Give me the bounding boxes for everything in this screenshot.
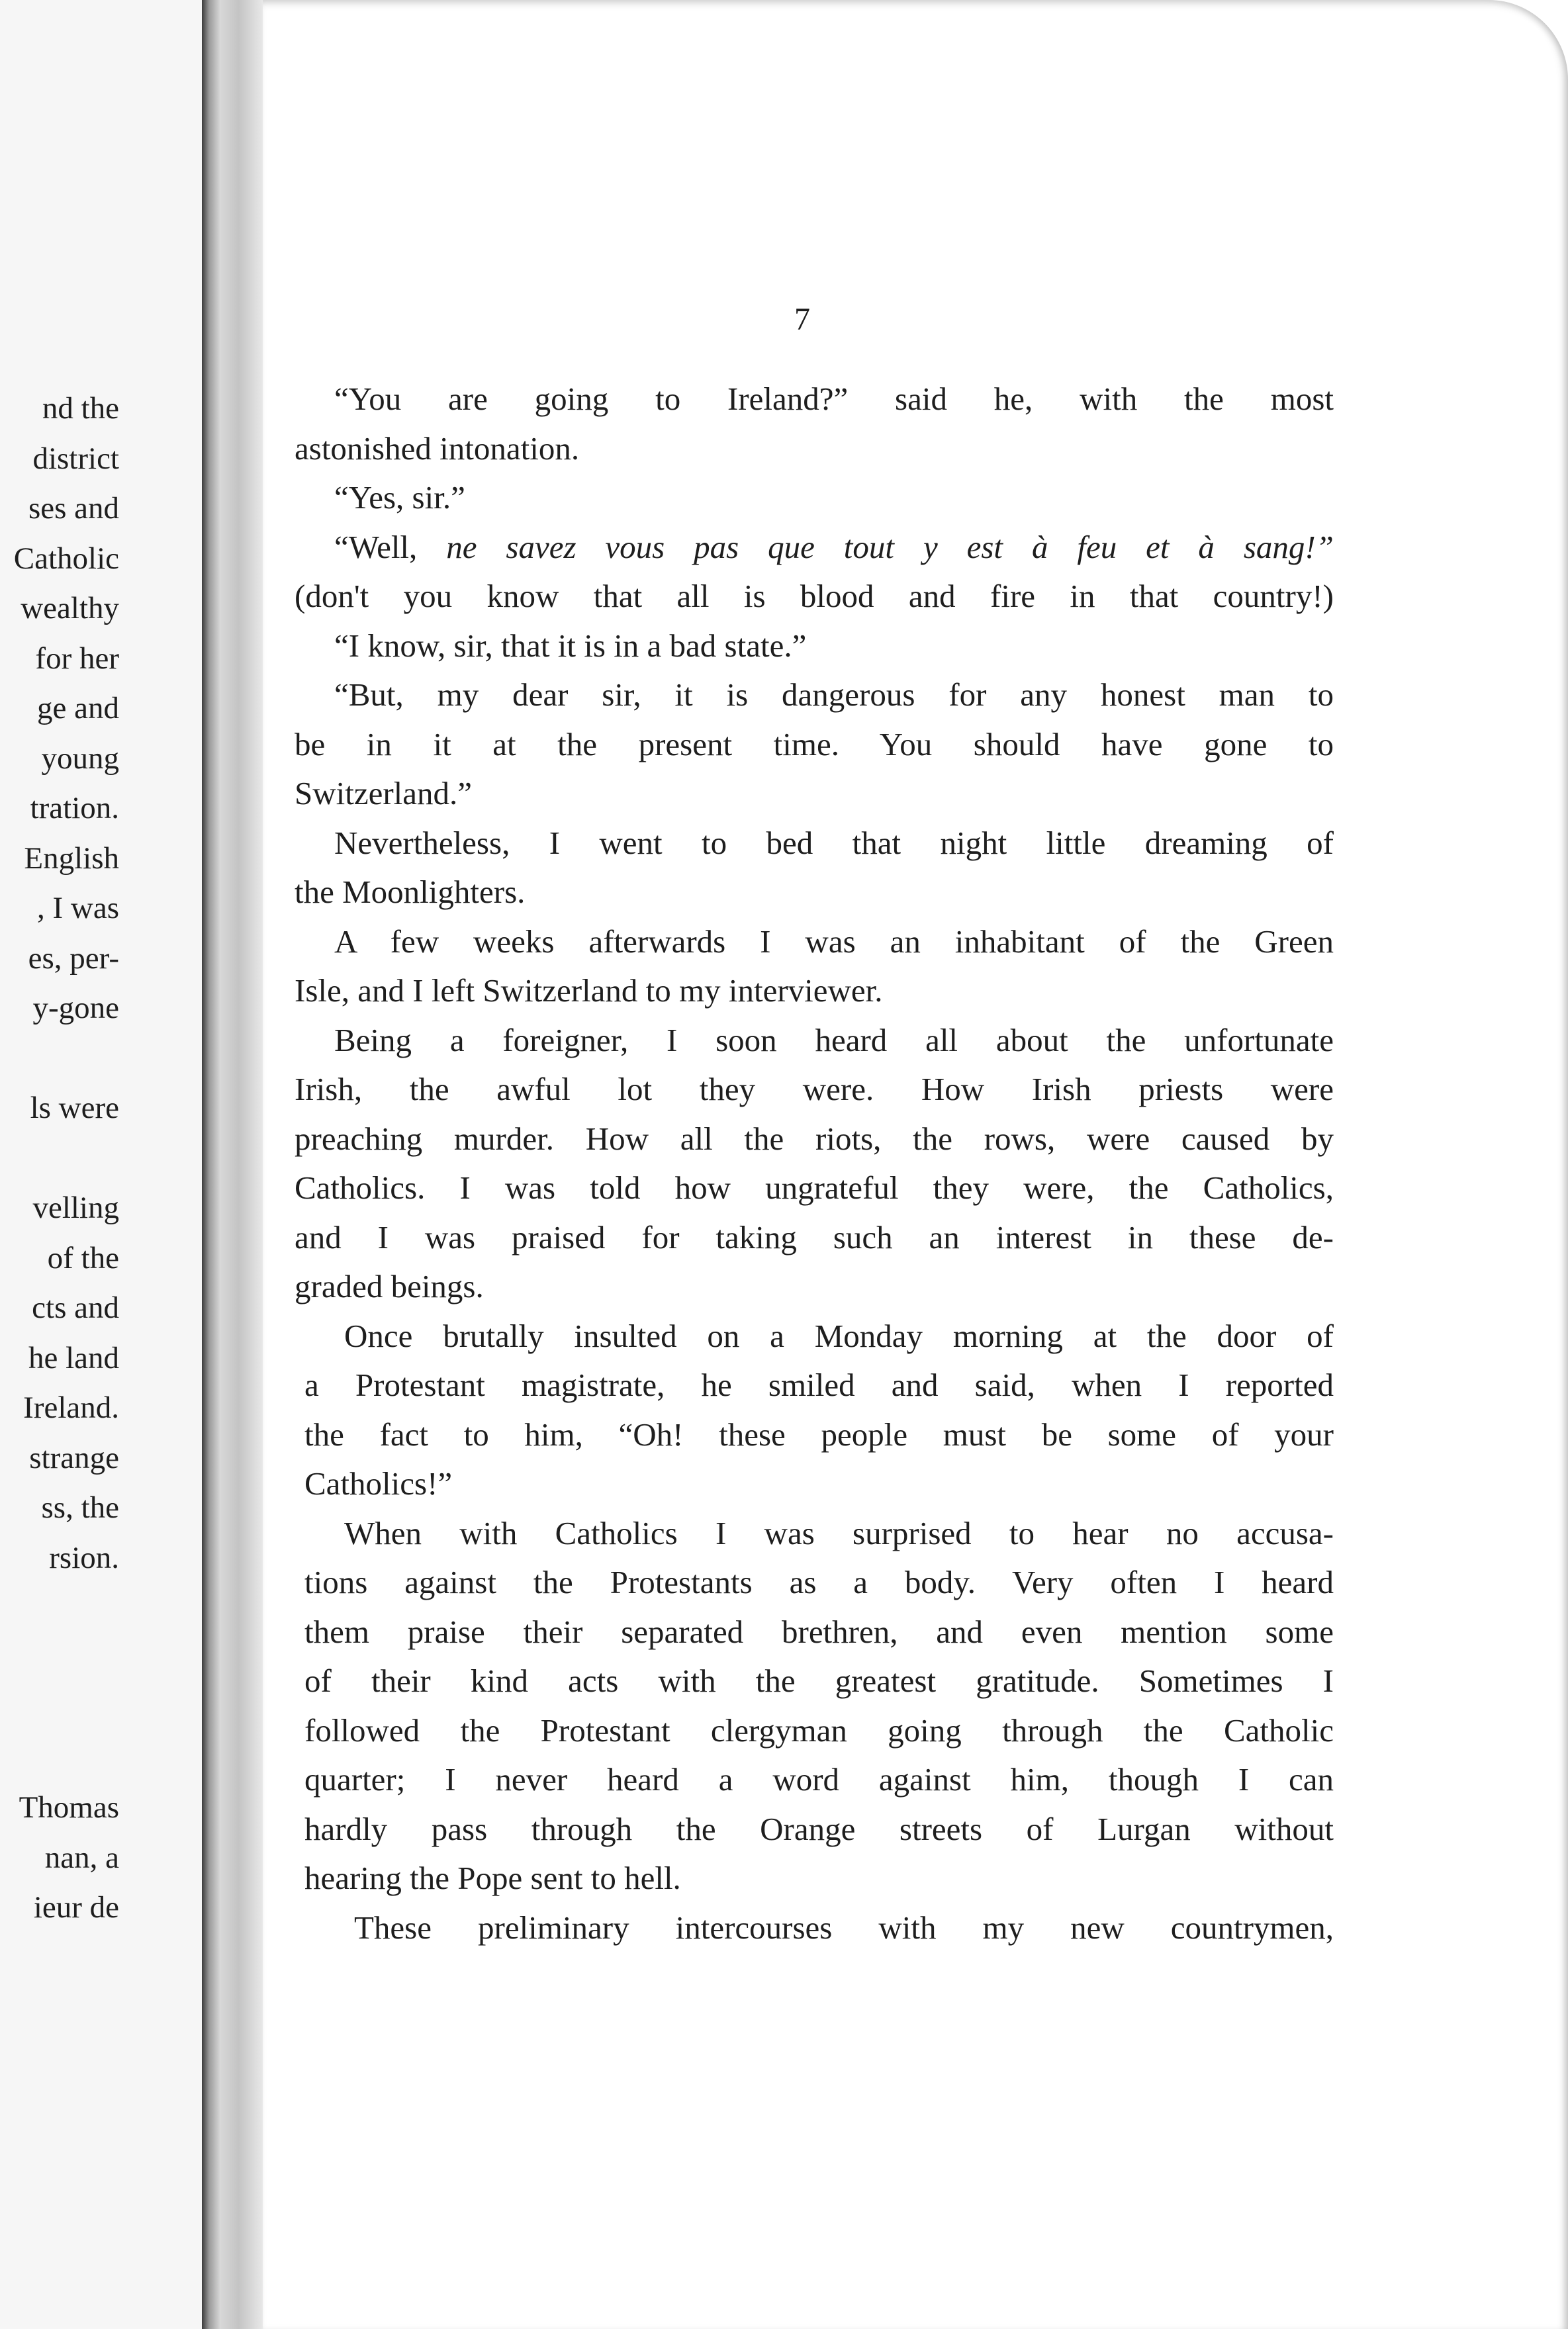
text-line: be in it at the present time. You should have gone to [295, 725, 1334, 762]
facing-page-fragment: tration. [30, 791, 119, 825]
facing-page-fragment: ls were [30, 1091, 119, 1125]
page-number: 7 [794, 302, 810, 337]
text-line: Catholics!” [304, 1465, 453, 1502]
text-fragment: “Well, [334, 528, 447, 565]
facing-page-fragment: young [41, 741, 119, 776]
facing-page-fragment: velling [32, 1191, 119, 1225]
facing-page-fragment: Ireland. [23, 1391, 119, 1425]
text-line: “But, my dear sir, it is dangerous for any honest man to [334, 676, 1334, 713]
facing-page-fragment: of the [47, 1240, 119, 1275]
text-line: and I was praised for taking such an interest in these de- [295, 1218, 1334, 1256]
facing-page-fragment: nd the [42, 391, 119, 426]
text-line: “I know, sir, that it is in a bad state.” [334, 627, 807, 664]
body-text [295, 375, 1334, 1952]
facing-page-fragment: ieur de [33, 1890, 119, 1925]
facing-page-fragment: strange [29, 1440, 119, 1475]
text-line: Nevertheless, I went to bed that night little dreaming of [334, 824, 1334, 861]
text-line: Isle, and I left Switzerland to my interviewer. [295, 972, 883, 1009]
text-line: (don't you know that all is blood and fire in that country!) [295, 578, 1334, 614]
text-line: the Moonlighters. [295, 874, 526, 910]
text-line: Once brutally insulted on a Monday morning at the door of [344, 1317, 1334, 1354]
facing-page-fragment: Catholic [13, 541, 119, 576]
text-line: hardly pass through the Orange streets of Lurgan without [304, 1810, 1334, 1847]
facing-page-fragment: Thomas [19, 1790, 119, 1825]
text-line: tions against the Protestants as a body. Very often I heard [304, 1564, 1334, 1600]
text-line: hearing the Pope sent to hell. [304, 1860, 681, 1896]
text-line: Catholics. I was told how ungrateful they were, the Catholics, [295, 1169, 1334, 1206]
text-line: When with Catholics I was surprised to hear no accusa- [344, 1514, 1334, 1551]
facing-page-fragment: district [32, 441, 119, 476]
text-line: graded beings. [295, 1268, 484, 1304]
text-line: Irish, the awful lot they were. How Irish priests were [295, 1071, 1334, 1107]
book-gutter [202, 0, 263, 2329]
text-line: quarter; I never heard a word against him, though I can [304, 1761, 1334, 1798]
text-line: “You are going to Ireland?” said he, with the most [334, 381, 1334, 417]
text-line: astonished intonation. [295, 430, 580, 467]
facing-page-fragment: , I was [37, 891, 119, 925]
text-line: them praise their separated brethren, and even mention some [304, 1613, 1334, 1650]
text-line: a Protestant magistrate, he smiled and said, when I reported [304, 1367, 1334, 1403]
text-line: Being a foreigner, I soon heard all about the unfortunate [334, 1021, 1334, 1058]
text-line: preaching murder. How all the riots, the rows, were caused by [295, 1120, 1334, 1157]
facing-page-fragment: he land [28, 1340, 119, 1375]
text-line: A few weeks afterwards I was an inhabitant of the Green [334, 923, 1334, 960]
facing-page-fragment: y-gone [32, 991, 119, 1025]
text-line: Switzerland.” [295, 775, 473, 811]
text-line: “Yes, sir.” [334, 479, 465, 516]
facing-page-fragment: ses and [28, 491, 119, 525]
facing-page-fragment: for her [35, 641, 119, 676]
facing-page-fragment: English [24, 841, 119, 876]
facing-page-fragment: rsion. [49, 1540, 119, 1575]
text-line-italic [295, 523, 1334, 572]
facing-page-fragment: ss, the [41, 1490, 119, 1525]
facing-page-fragment: nan, a [44, 1840, 119, 1875]
facing-page-edge [0, 0, 202, 2329]
facing-page-fragment: ge and [37, 691, 119, 725]
text-line: of their kind acts with the greatest gratitude. Sometimes I [304, 1663, 1334, 1699]
italic-phrase: ne savez vous pas que tout y est à feu et à sang!” [446, 528, 1334, 565]
facing-page-fragment: cts and [32, 1291, 119, 1325]
facing-page-fragment: es, per- [28, 940, 119, 976]
facing-page-fragment: wealthy [21, 591, 119, 625]
text-line: the fact to him, “Oh! these people must be some of your [304, 1416, 1334, 1453]
text-line: These preliminary intercourses with my new countrymen, [354, 1909, 1334, 1946]
text-line: followed the Protestant clergyman going through the Catholic [304, 1712, 1334, 1749]
